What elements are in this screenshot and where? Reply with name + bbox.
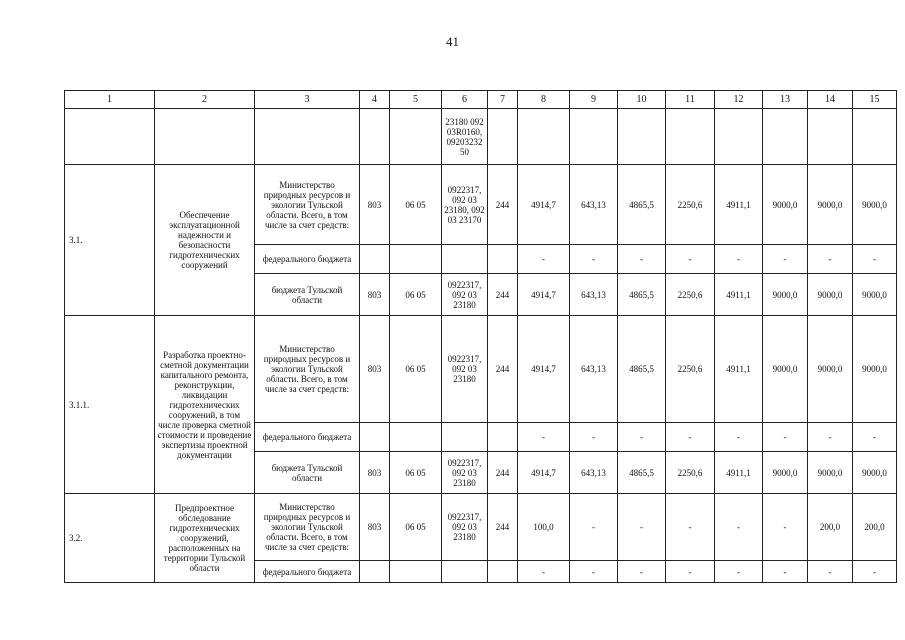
item-number: 3.2. bbox=[65, 494, 155, 583]
cell: 06 05 bbox=[390, 452, 442, 494]
cell: - bbox=[763, 423, 808, 452]
cell: 2250,6 bbox=[666, 165, 715, 245]
cell: - bbox=[570, 494, 618, 561]
header-cell: 15 bbox=[853, 91, 897, 109]
item-number: 3.1.1. bbox=[65, 316, 155, 494]
table-row bbox=[65, 494, 897, 561]
header-cell: 12 bbox=[715, 91, 763, 109]
cell: 4914,7 bbox=[518, 316, 570, 423]
cell: 803 bbox=[360, 452, 390, 494]
cell: 0922317, 092 03 23180, 092 03 23170 bbox=[442, 165, 488, 245]
cell: 4911,1 bbox=[715, 316, 763, 423]
cell: 0922317, 092 03 23180 bbox=[442, 452, 488, 494]
funding-source: Министерство природных ресурсов и экологии Тульской области. Всего, в том числе за счет средств: bbox=[255, 165, 360, 245]
cell: - bbox=[618, 494, 666, 561]
cell: - bbox=[666, 494, 715, 561]
cell: 4865,5 bbox=[618, 316, 666, 423]
cell: 244 bbox=[488, 165, 518, 245]
cell: 9000,0 bbox=[763, 316, 808, 423]
header-cell: 7 bbox=[488, 91, 518, 109]
cell: - bbox=[618, 245, 666, 274]
cell: - bbox=[808, 423, 853, 452]
cell: 200,0 bbox=[853, 494, 897, 561]
cell: 06 05 bbox=[390, 274, 442, 316]
cell: 643,13 bbox=[570, 274, 618, 316]
header-cell: 13 bbox=[763, 91, 808, 109]
cell: 06 05 bbox=[390, 316, 442, 423]
cell: 06 05 bbox=[390, 165, 442, 245]
cell: - bbox=[570, 245, 618, 274]
header-cell: 4 bbox=[360, 91, 390, 109]
header-cell: 5 bbox=[390, 91, 442, 109]
cell: 244 bbox=[488, 274, 518, 316]
cell: 2250,6 bbox=[666, 274, 715, 316]
cell: - bbox=[518, 245, 570, 274]
header-row bbox=[65, 91, 897, 109]
cell: - bbox=[715, 245, 763, 274]
cell: 4914,7 bbox=[518, 165, 570, 245]
cell: 643,13 bbox=[570, 316, 618, 423]
cell: 244 bbox=[488, 316, 518, 423]
cell: 4911,1 bbox=[715, 274, 763, 316]
cell: 4914,7 bbox=[518, 274, 570, 316]
header-cell: 2 bbox=[155, 91, 255, 109]
funding-source: Министерство природных ресурсов и экологии Тульской области. Всего, в том числе за счет средств: bbox=[255, 316, 360, 423]
cell: 9000,0 bbox=[763, 165, 808, 245]
cell: 2250,6 bbox=[666, 452, 715, 494]
cell: 9000,0 bbox=[853, 452, 897, 494]
kcsr-cell: 23180 092 03R0160, 09203232 50 bbox=[442, 109, 488, 165]
cell: 9000,0 bbox=[808, 316, 853, 423]
header-cell: 9 bbox=[570, 91, 618, 109]
cell: 4911,1 bbox=[715, 452, 763, 494]
cell: - bbox=[570, 423, 618, 452]
header-cell: 1 bbox=[65, 91, 155, 109]
cell: 9000,0 bbox=[853, 316, 897, 423]
cell: 9000,0 bbox=[853, 165, 897, 245]
cell: - bbox=[518, 561, 570, 583]
cell: - bbox=[618, 423, 666, 452]
cell: 9000,0 bbox=[763, 452, 808, 494]
budget-table bbox=[64, 90, 897, 583]
item-name: Обеспечение эксплуатационной надежности и безопасности гидротехнических сооружений bbox=[155, 165, 255, 316]
page-number: 41 bbox=[446, 34, 459, 49]
cell: - bbox=[715, 494, 763, 561]
cell: - bbox=[666, 423, 715, 452]
cell: 643,13 bbox=[570, 452, 618, 494]
header-cell: 3 bbox=[255, 91, 360, 109]
cell: - bbox=[763, 494, 808, 561]
cell: 9000,0 bbox=[808, 274, 853, 316]
cell: 06 05 bbox=[390, 494, 442, 561]
cell: - bbox=[808, 245, 853, 274]
cell: 803 bbox=[360, 316, 390, 423]
cell: - bbox=[666, 245, 715, 274]
cell: - bbox=[853, 245, 897, 274]
table-row bbox=[65, 165, 897, 245]
table-row bbox=[65, 316, 897, 423]
cell: 803 bbox=[360, 165, 390, 245]
cell: - bbox=[808, 561, 853, 583]
funding-source: федерального бюджета bbox=[255, 245, 360, 274]
cell: 4865,5 bbox=[618, 165, 666, 245]
cell: - bbox=[715, 561, 763, 583]
cell: - bbox=[853, 423, 897, 452]
cell: - bbox=[570, 561, 618, 583]
funding-source: федерального бюджета bbox=[255, 561, 360, 583]
cell: 4865,5 bbox=[618, 274, 666, 316]
item-number: 3.1. bbox=[65, 165, 155, 316]
funding-source: Министерство природных ресурсов и экологии Тульской области. Всего, в том числе за счет средств: bbox=[255, 494, 360, 561]
cell: 0922317, 092 03 23180 bbox=[442, 316, 488, 423]
cell: - bbox=[518, 423, 570, 452]
cell: 4914,7 bbox=[518, 452, 570, 494]
header-cell: 14 bbox=[808, 91, 853, 109]
item-name: Разработка проектно-сметной документации капитального ремонта, реконструкции, ликвидации гидротехнических сооружений, в том числе проверка сметной стоимости и проведение экспертизы проектной документации bbox=[155, 316, 255, 494]
cell: 9000,0 bbox=[763, 274, 808, 316]
header-cell: 10 bbox=[618, 91, 666, 109]
header-cell: 8 bbox=[518, 91, 570, 109]
cell: 244 bbox=[488, 452, 518, 494]
cell: - bbox=[763, 561, 808, 583]
cell: 0922317, 092 03 23180 bbox=[442, 494, 488, 561]
cell: - bbox=[763, 245, 808, 274]
cell: 4911,1 bbox=[715, 165, 763, 245]
cell: 100,0 bbox=[518, 494, 570, 561]
cell: 9000,0 bbox=[808, 452, 853, 494]
cell: 803 bbox=[360, 274, 390, 316]
cell: - bbox=[715, 423, 763, 452]
cell: 244 bbox=[488, 494, 518, 561]
funding-source: федерального бюджета bbox=[255, 423, 360, 452]
cell: - bbox=[666, 561, 715, 583]
cell: 9000,0 bbox=[808, 165, 853, 245]
cell: - bbox=[853, 561, 897, 583]
table-row bbox=[65, 109, 897, 165]
header-cell: 11 bbox=[666, 91, 715, 109]
funding-source: бюджета Тульской области bbox=[255, 452, 360, 494]
cell: 643,13 bbox=[570, 165, 618, 245]
cell: 200,0 bbox=[808, 494, 853, 561]
funding-source: бюджета Тульской области bbox=[255, 274, 360, 316]
cell: - bbox=[618, 561, 666, 583]
cell: 9000,0 bbox=[853, 274, 897, 316]
cell: 0922317, 092 03 23180 bbox=[442, 274, 488, 316]
cell: 803 bbox=[360, 494, 390, 561]
cell: 2250,6 bbox=[666, 316, 715, 423]
item-name: Предпроектное обследование гидротехнических сооружений, расположенных на территории Тульской области bbox=[155, 494, 255, 583]
cell: 4865,5 bbox=[618, 452, 666, 494]
header-cell: 6 bbox=[442, 91, 488, 109]
